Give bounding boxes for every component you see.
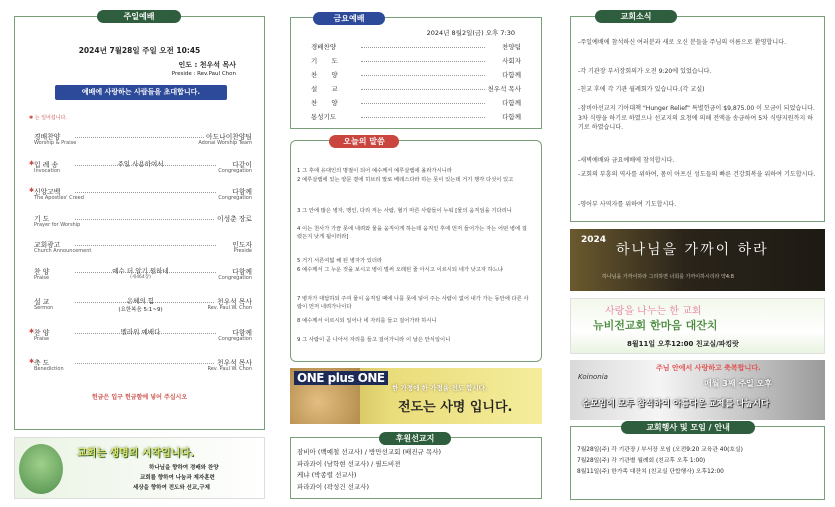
order-dots — [75, 363, 216, 364]
order-person: 다함께 — [232, 188, 252, 196]
order-dots — [75, 245, 216, 246]
friday-row — [291, 112, 543, 124]
koinonia-line-1: 주님 안에서 사랑하고 축복합니다. — [656, 364, 761, 372]
friday-row — [291, 42, 543, 54]
church-life-title: 교회는 생명의 시작입니다. — [77, 448, 195, 459]
order-label-en: The Apostles' Creed — [34, 195, 84, 201]
sunday-worship-panel — [14, 12, 265, 430]
friday-row — [291, 56, 543, 68]
order-dots — [75, 192, 216, 193]
verse-line: 5 거기 서른여덟 해 된 병자가 있더라 — [297, 258, 383, 264]
verse-line: 7 병자가 대답하되 주여 물이 움직일 때에 나를 못에 넣어 주는 사람이 없어 내가 가는 동안에 다른 사람이 먼저 내려가나이다 — [297, 296, 529, 310]
today-word-panel — [290, 137, 542, 362]
star-icon: ✱ — [29, 187, 35, 194]
order-label: 입 례 송 — [34, 161, 59, 169]
verse-list — [291, 167, 541, 355]
friday-person: 천우석 목사 — [487, 85, 521, 93]
verse-line: 9 그 사람이 곧 나아서 자리를 들고 걸어가니라 이 날은 안식일이니 — [297, 337, 451, 343]
worship-leader-en: Preside : Rev.Paul Chon — [171, 71, 236, 77]
star-icon: ✱ — [29, 328, 35, 335]
order-person-en: Congregation — [218, 168, 252, 174]
church-life-banner — [14, 437, 265, 499]
friday-row — [291, 70, 543, 82]
friday-order — [291, 42, 543, 127]
welcome-banner — [55, 85, 227, 100]
order-label-en: Worship & Praise — [34, 140, 77, 146]
friday-worship-panel — [290, 14, 542, 129]
news-item: -주일예배에 참석하신 여러분과 새로 오신 분들을 주님의 이름으로 환영합니다. — [578, 39, 787, 46]
mission-item: 파라과이 (곽성건 선교사) — [297, 482, 369, 491]
order-title: 은혜의 힘 — [126, 297, 155, 305]
order-label-en: Praise — [34, 275, 50, 281]
church-life-line-2: 교회를 향하여 나눔과 제자훈련 — [140, 475, 215, 481]
theme-year: 2024 — [581, 235, 607, 245]
order-label-en: Praise — [34, 336, 50, 342]
friday-worship-tag: 금요예배 — [313, 12, 385, 25]
order-title: 주일 사용하여서 — [117, 160, 164, 168]
order-person: 이성춘 장로 — [217, 215, 252, 223]
one-plus-one-line-2-text: 전도는 사명 입니다. — [398, 400, 513, 415]
order-person: 천우석 목사 — [217, 359, 252, 367]
order-person: 천우석 목사 — [217, 298, 252, 306]
friday-label: 찬 양 — [311, 99, 344, 107]
theme-2024-banner — [570, 229, 825, 291]
order-label: 기 도 — [34, 215, 50, 223]
order-person: 다함께 — [232, 268, 252, 276]
koinonia-line-2: 매월 3째 주일 오후 — [704, 379, 773, 388]
stand-note-text: 는 일어섭니다. — [34, 115, 67, 121]
order-label-en: Prayer for Worship — [34, 222, 81, 228]
order-person-en: Rev. Paul W. Chon — [207, 366, 252, 372]
friday-person: 사회자 — [502, 57, 521, 65]
stand-note — [29, 114, 67, 121]
order-label-en: Invocation — [34, 168, 61, 174]
friday-dots — [361, 117, 485, 118]
sunday-worship-tag: 주일예배 — [97, 10, 181, 23]
church-life-line-3: 세상을 향하여 전도와 선교,구제 — [133, 485, 210, 491]
order-of-worship — [15, 131, 266, 391]
mission-list — [297, 447, 537, 493]
picnic-banner — [570, 298, 825, 354]
order-row — [15, 357, 266, 379]
schedule-item: 7월28일(주) 각 기관별 월례회 (친교후 오후 1:00) — [577, 458, 706, 464]
friday-person: 찬양팀 — [502, 43, 521, 51]
order-person-en: Rev. Paul W. Chon — [207, 305, 252, 311]
mission-item: 케냐 (박종렬 선교사) — [297, 471, 357, 479]
theme-title: 하나님을 가까이 하라 — [616, 242, 769, 258]
verse-line: 2 예루살렘에 있는 양문 곁에 히브리 말로 베데스다라 하는 못이 있는데 거기 행각 다섯이 있고 — [297, 177, 514, 183]
order-label-en: Benediction — [34, 366, 64, 372]
star-icon: ✱ — [29, 115, 35, 121]
order-label: 경배찬양 — [34, 133, 61, 141]
order-label: 설 교 — [34, 298, 50, 306]
church-news-panel — [570, 12, 825, 222]
welcome-text: 예배에 사랑하는 사람들을 초대합니다. — [81, 88, 201, 96]
koinonia-brand: Koinonia — [578, 373, 608, 381]
order-label-en: Church Announcement — [34, 248, 92, 254]
worship-leader: 인도 : 천우석 목사 — [178, 61, 236, 69]
order-label: 교회광고 — [34, 241, 61, 249]
star-icon: ✱ — [29, 160, 35, 167]
schedule-list — [577, 445, 820, 478]
order-person-en: Adonai Worship Team — [198, 140, 252, 146]
friday-dots — [361, 61, 485, 62]
order-person: 아도나이찬양팀 — [206, 133, 252, 141]
order-row — [15, 159, 266, 181]
friday-dots — [361, 89, 485, 90]
order-title: 멜라위 예배다 — [120, 328, 161, 336]
order-label: 축 도 — [34, 359, 50, 367]
schedule-item: 7월28일(주) 각 기관장 / 부서장 모임 (오전9:20 교육관 40(호실) — [577, 447, 743, 453]
order-label-en: Sermon — [34, 305, 54, 311]
news-item: -잠비아선교지 기아대책 "Hunger Relief" 특별헌금이 $9,875.00 이 모금이 되었습니다. 3차 식량을 하기로 하였으나 선교지의 요청에 의해 전액을 송금하여 5차 식량지원까지 하기로 하였습니다. — [578, 105, 815, 131]
theme-sub: 하나님을 가까이하라 그리하면 너희를 가까이하시리라 약4:8 — [602, 274, 734, 280]
one-plus-one-line-1: 한 가정에 한 가정을 전도 합시다. — [392, 384, 488, 392]
picnic-title-2: 뉴비전교회 한마음 대잔치 — [593, 319, 718, 332]
order-dots — [75, 137, 216, 138]
worship-date: 2024년 7월28일 주일 오전 10:45 — [78, 46, 201, 55]
missions-tag: 후원선교지 — [379, 432, 451, 445]
star-icon: ✱ — [29, 358, 35, 365]
one-plus-one-banner — [290, 368, 542, 424]
order-row — [15, 186, 266, 208]
offering-note: 헌금은 입구 헌금함에 넣어 주십시오 — [91, 394, 188, 401]
sermon-scripture: (요한복음 5:1~9) — [118, 307, 163, 313]
picnic-title-1: 사랑을 나누는 한 교회 — [605, 306, 702, 317]
friday-label: 설 교 — [311, 85, 344, 93]
news-item: -새벽예배와 금요예배에 참석합시다. — [578, 157, 675, 164]
friday-label: 기 도 — [311, 57, 344, 65]
schedule-item: 8월11일(주) 한가족 대잔치 (친교실 단합행사) 오후12:00 — [577, 469, 724, 475]
order-row — [15, 327, 266, 349]
church-life-line-1: 하나님을 향하여 경배와 찬양 — [149, 465, 219, 471]
praise-hymn-number: (새464장) — [130, 275, 151, 280]
order-title: 예수 더 알기 원하네 — [112, 267, 169, 275]
verse-line: 3 그 안에 많은 병자, 맹인, 다리 저는 사람, 혈기 마른 사람들이 누워 [물의 움직임을 기다리니 — [297, 208, 512, 214]
mission-item: 파라과이 (남학현 선교사) / 필드비젼 — [297, 459, 401, 468]
verse-line: 4 이는 천사가 가끔 못에 내려와 물을 움직이게 하는데 움직인 후에 먼저 들어가는 자는 어떤 병에 걸렸든지 낫게 됨이러라] — [297, 226, 527, 240]
news-item: -교회의 부흥의 역사를 위하여, 몸이 아프신 성도들의 빠른 건강회복을 위하여 기도합시다. — [578, 171, 816, 178]
friday-person: 다함께 — [502, 99, 521, 107]
church-news-tag: 교회소식 — [595, 10, 677, 23]
order-person: 인도자 — [232, 241, 252, 249]
order-person: 다함께 — [232, 329, 252, 337]
friday-dots — [361, 47, 485, 48]
verse-line: 1 그 후에 유대인의 명절이 되어 예수께서 예루살렘에 올라가시니라 — [297, 168, 452, 174]
today-word-tag: 오늘의 말씀 — [329, 135, 399, 148]
friday-person: 다함께 — [502, 71, 521, 79]
koinonia-line-3: 순모임에 모두 참석하여 아름다운 교제를 나눕시다 — [582, 399, 770, 409]
order-row — [15, 239, 266, 261]
order-dots — [75, 219, 216, 220]
missions-panel — [290, 434, 542, 499]
friday-row — [291, 84, 543, 96]
friday-dots — [361, 75, 485, 76]
dove-icon — [19, 444, 63, 494]
one-plus-one-line-2 — [398, 396, 512, 415]
one-plus-one-brand: ONE plus ONE — [294, 371, 388, 385]
koinonia-banner — [570, 360, 825, 420]
verse-line: 6 예수께서 그 누운 것을 보시고 병이 벌써 오래된 줄 아시고 이르시되 네가 낫고자 하느냐 — [297, 267, 504, 273]
order-row — [15, 213, 266, 235]
picnic-date: 8월11일 오후12:00 친교실/파킹랏 — [627, 340, 739, 348]
friday-person: 다함께 — [502, 113, 521, 121]
mission-item: 잠비아 (백예철 선교사) / 방만선교회 (배진규 목사) — [297, 448, 442, 456]
order-person-en: Preside — [233, 248, 252, 254]
order-label: 찬 양 — [34, 268, 50, 276]
friday-label: 경배찬양 — [311, 43, 337, 51]
friday-row — [291, 98, 543, 110]
friday-label: 찬 양 — [311, 71, 344, 79]
friday-label: 통성기도 — [311, 113, 337, 121]
order-person-en: Congregation — [218, 336, 252, 342]
order-person: 다같이 — [232, 161, 252, 169]
news-item: -친교 후에 각 기관 월례회가 있습니다.(각 교실) — [578, 86, 705, 93]
friday-date: 2024년 8월2일(금) 오후 7:30 — [426, 29, 515, 37]
news-item: -영어부 사역자를 위하여 기도합시다. — [578, 201, 677, 208]
verse-line: 8 예수께서 이르시되 일어나 네 자리를 들고 걸어가라 하시니 — [297, 318, 437, 324]
order-label: 찬 양 — [34, 329, 50, 337]
news-item: -각 기관장 부서장회의가 오전 9:20에 있었습니다. — [578, 68, 712, 75]
order-person-en: Congregation — [218, 195, 252, 201]
friday-dots — [361, 103, 485, 104]
order-row — [15, 131, 266, 153]
order-label: 신앙고백 — [34, 188, 61, 196]
order-person-en: Congregation — [218, 275, 252, 281]
schedule-panel — [570, 423, 825, 500]
schedule-tag: 교회행사 및 모임 / 안내 — [621, 421, 755, 434]
